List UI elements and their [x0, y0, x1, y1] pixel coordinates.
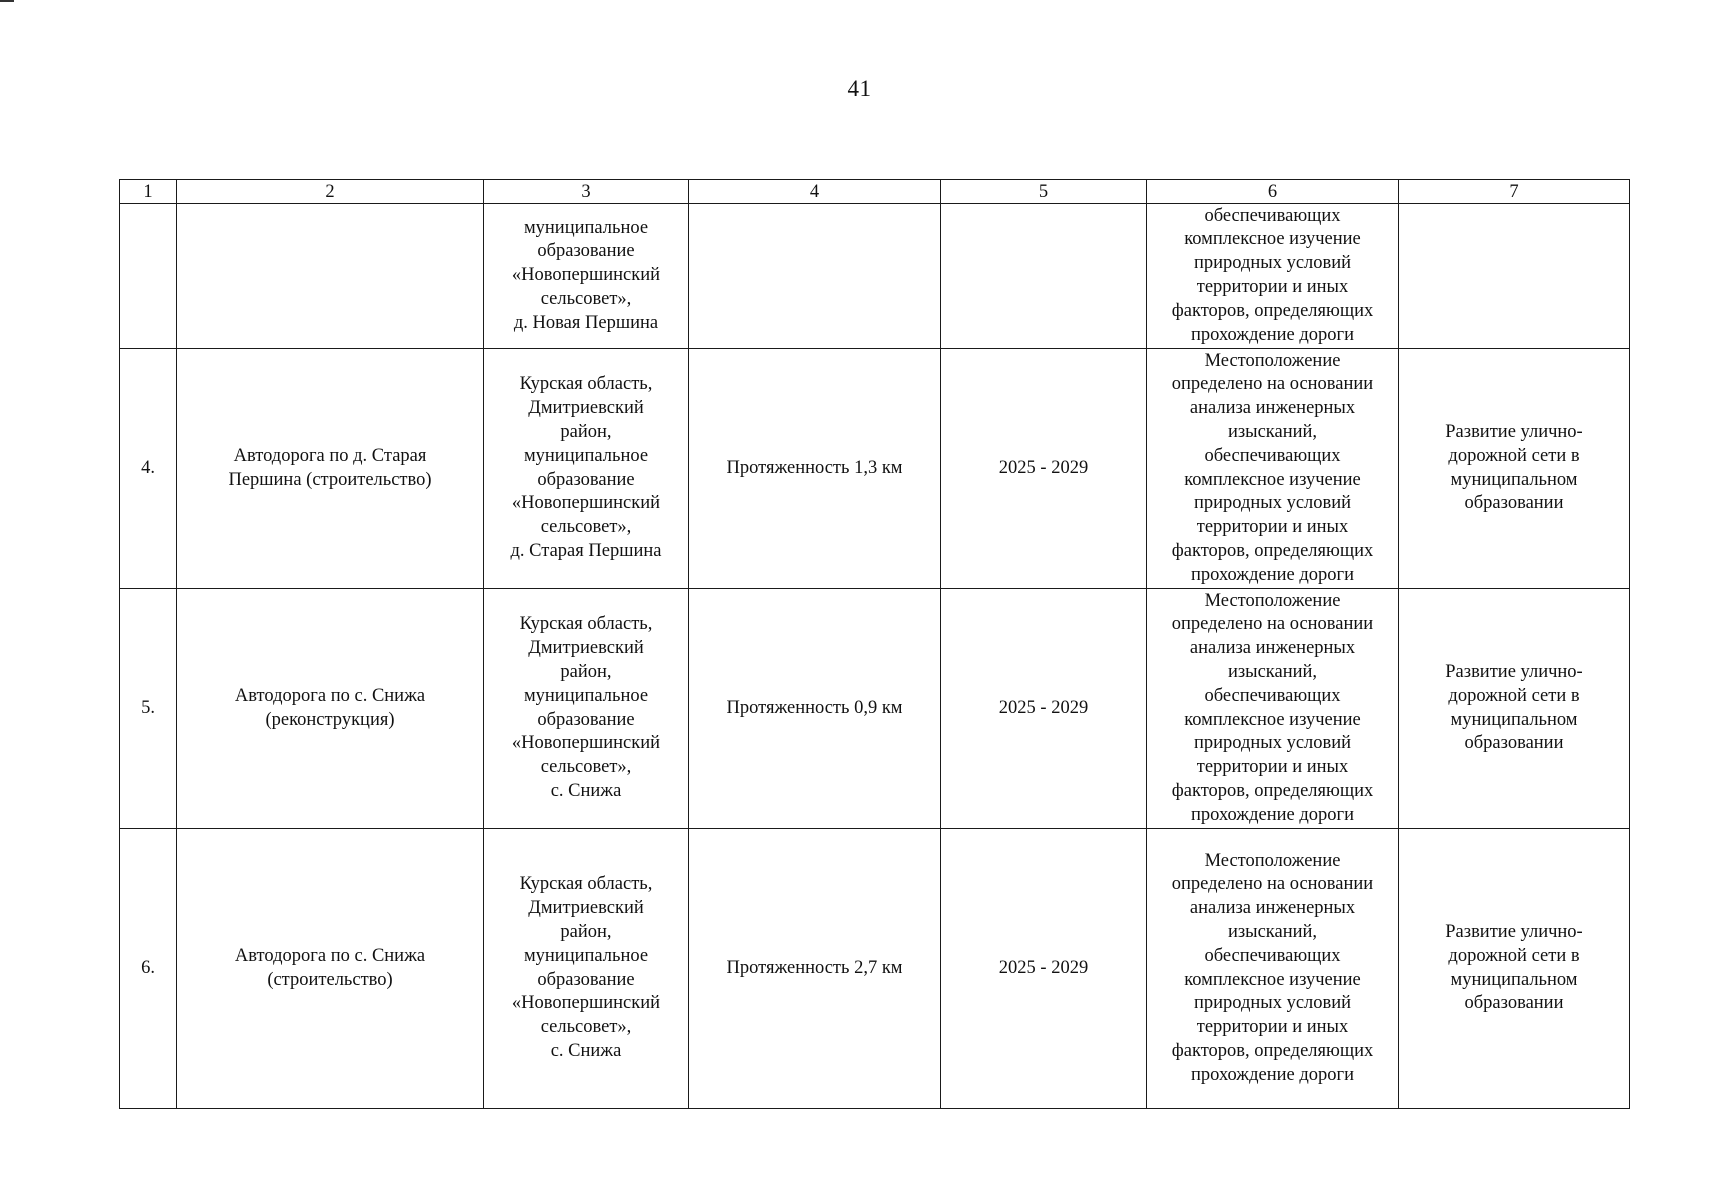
justification-cell: Местоположение определено на основании анализа инженерных изысканий, обеспечивающих комплексное изучение природных условий территории и иных факторов, определяющих прохождение дороги [1147, 589, 1399, 829]
location-cell: муниципальное образование «Новопершинский сельсовет», д. Новая Першина [484, 204, 689, 349]
period-cell [941, 204, 1147, 349]
header-cell-4: 4 [689, 180, 941, 204]
row-number-cell: 4. [120, 349, 177, 589]
object-name-cell: Автодорога по д. Старая Першина (строительство) [177, 349, 484, 589]
header-cell-1: 1 [120, 180, 177, 204]
object-name-cell: Автодорога по с. Снижа (реконструкция) [177, 589, 484, 829]
justification-cell: обеспечивающих комплексное изучение природных условий территории и иных факторов, определяющих прохождение дороги [1147, 204, 1399, 349]
scan-corner-mark [0, 0, 14, 2]
justification-cell: Местоположение определено на основании анализа инженерных изысканий, обеспечивающих комплексное изучение природных условий территории и иных факторов, определяющих прохождение дороги [1147, 829, 1399, 1109]
header-cell-6: 6 [1147, 180, 1399, 204]
table-row [120, 204, 1630, 349]
objects-table [119, 179, 1630, 1109]
header-cell-2: 2 [177, 180, 484, 204]
purpose-cell: Развитие улично- дорожной сети в муниципальном образовании [1399, 829, 1630, 1109]
purpose-cell [1399, 204, 1630, 349]
object-name-cell [177, 204, 484, 349]
capacity-cell [689, 204, 941, 349]
table-row [120, 589, 1630, 829]
period-cell: 2025 - 2029 [941, 349, 1147, 589]
row-number-cell: 6. [120, 829, 177, 1109]
purpose-cell: Развитие улично- дорожной сети в муниципальном образовании [1399, 349, 1630, 589]
page-number: 41 [847, 76, 872, 101]
header-row [120, 180, 1630, 204]
row-number-cell: 5. [120, 589, 177, 829]
period-cell: 2025 - 2029 [941, 829, 1147, 1109]
row-number-cell [120, 204, 177, 349]
location-cell: Курская область, Дмитриевский район, муниципальное образование «Новопершинский сельсовет», д. Старая Першина [484, 349, 689, 589]
capacity-cell: Протяженность 0,9 км [689, 589, 941, 829]
table-row [120, 829, 1630, 1109]
location-cell: Курская область, Дмитриевский район, муниципальное образование «Новопершинский сельсовет», с. Снижа [484, 829, 689, 1109]
capacity-cell: Протяженность 1,3 км [689, 349, 941, 589]
justification-cell: Местоположение определено на основании анализа инженерных изысканий, обеспечивающих комплексное изучение природных условий территории и иных факторов, определяющих прохождение дороги [1147, 349, 1399, 589]
period-cell: 2025 - 2029 [941, 589, 1147, 829]
header-cell-7: 7 [1399, 180, 1630, 204]
header-cell-3: 3 [484, 180, 689, 204]
header-cell-5: 5 [941, 180, 1147, 204]
object-name-cell: Автодорога по с. Снижа (строительство) [177, 829, 484, 1109]
purpose-cell: Развитие улично- дорожной сети в муниципальном образовании [1399, 589, 1630, 829]
capacity-cell: Протяженность 2,7 км [689, 829, 941, 1109]
location-cell: Курская область, Дмитриевский район, муниципальное образование «Новопершинский сельсовет», с. Снижа [484, 589, 689, 829]
table-row [120, 349, 1630, 589]
